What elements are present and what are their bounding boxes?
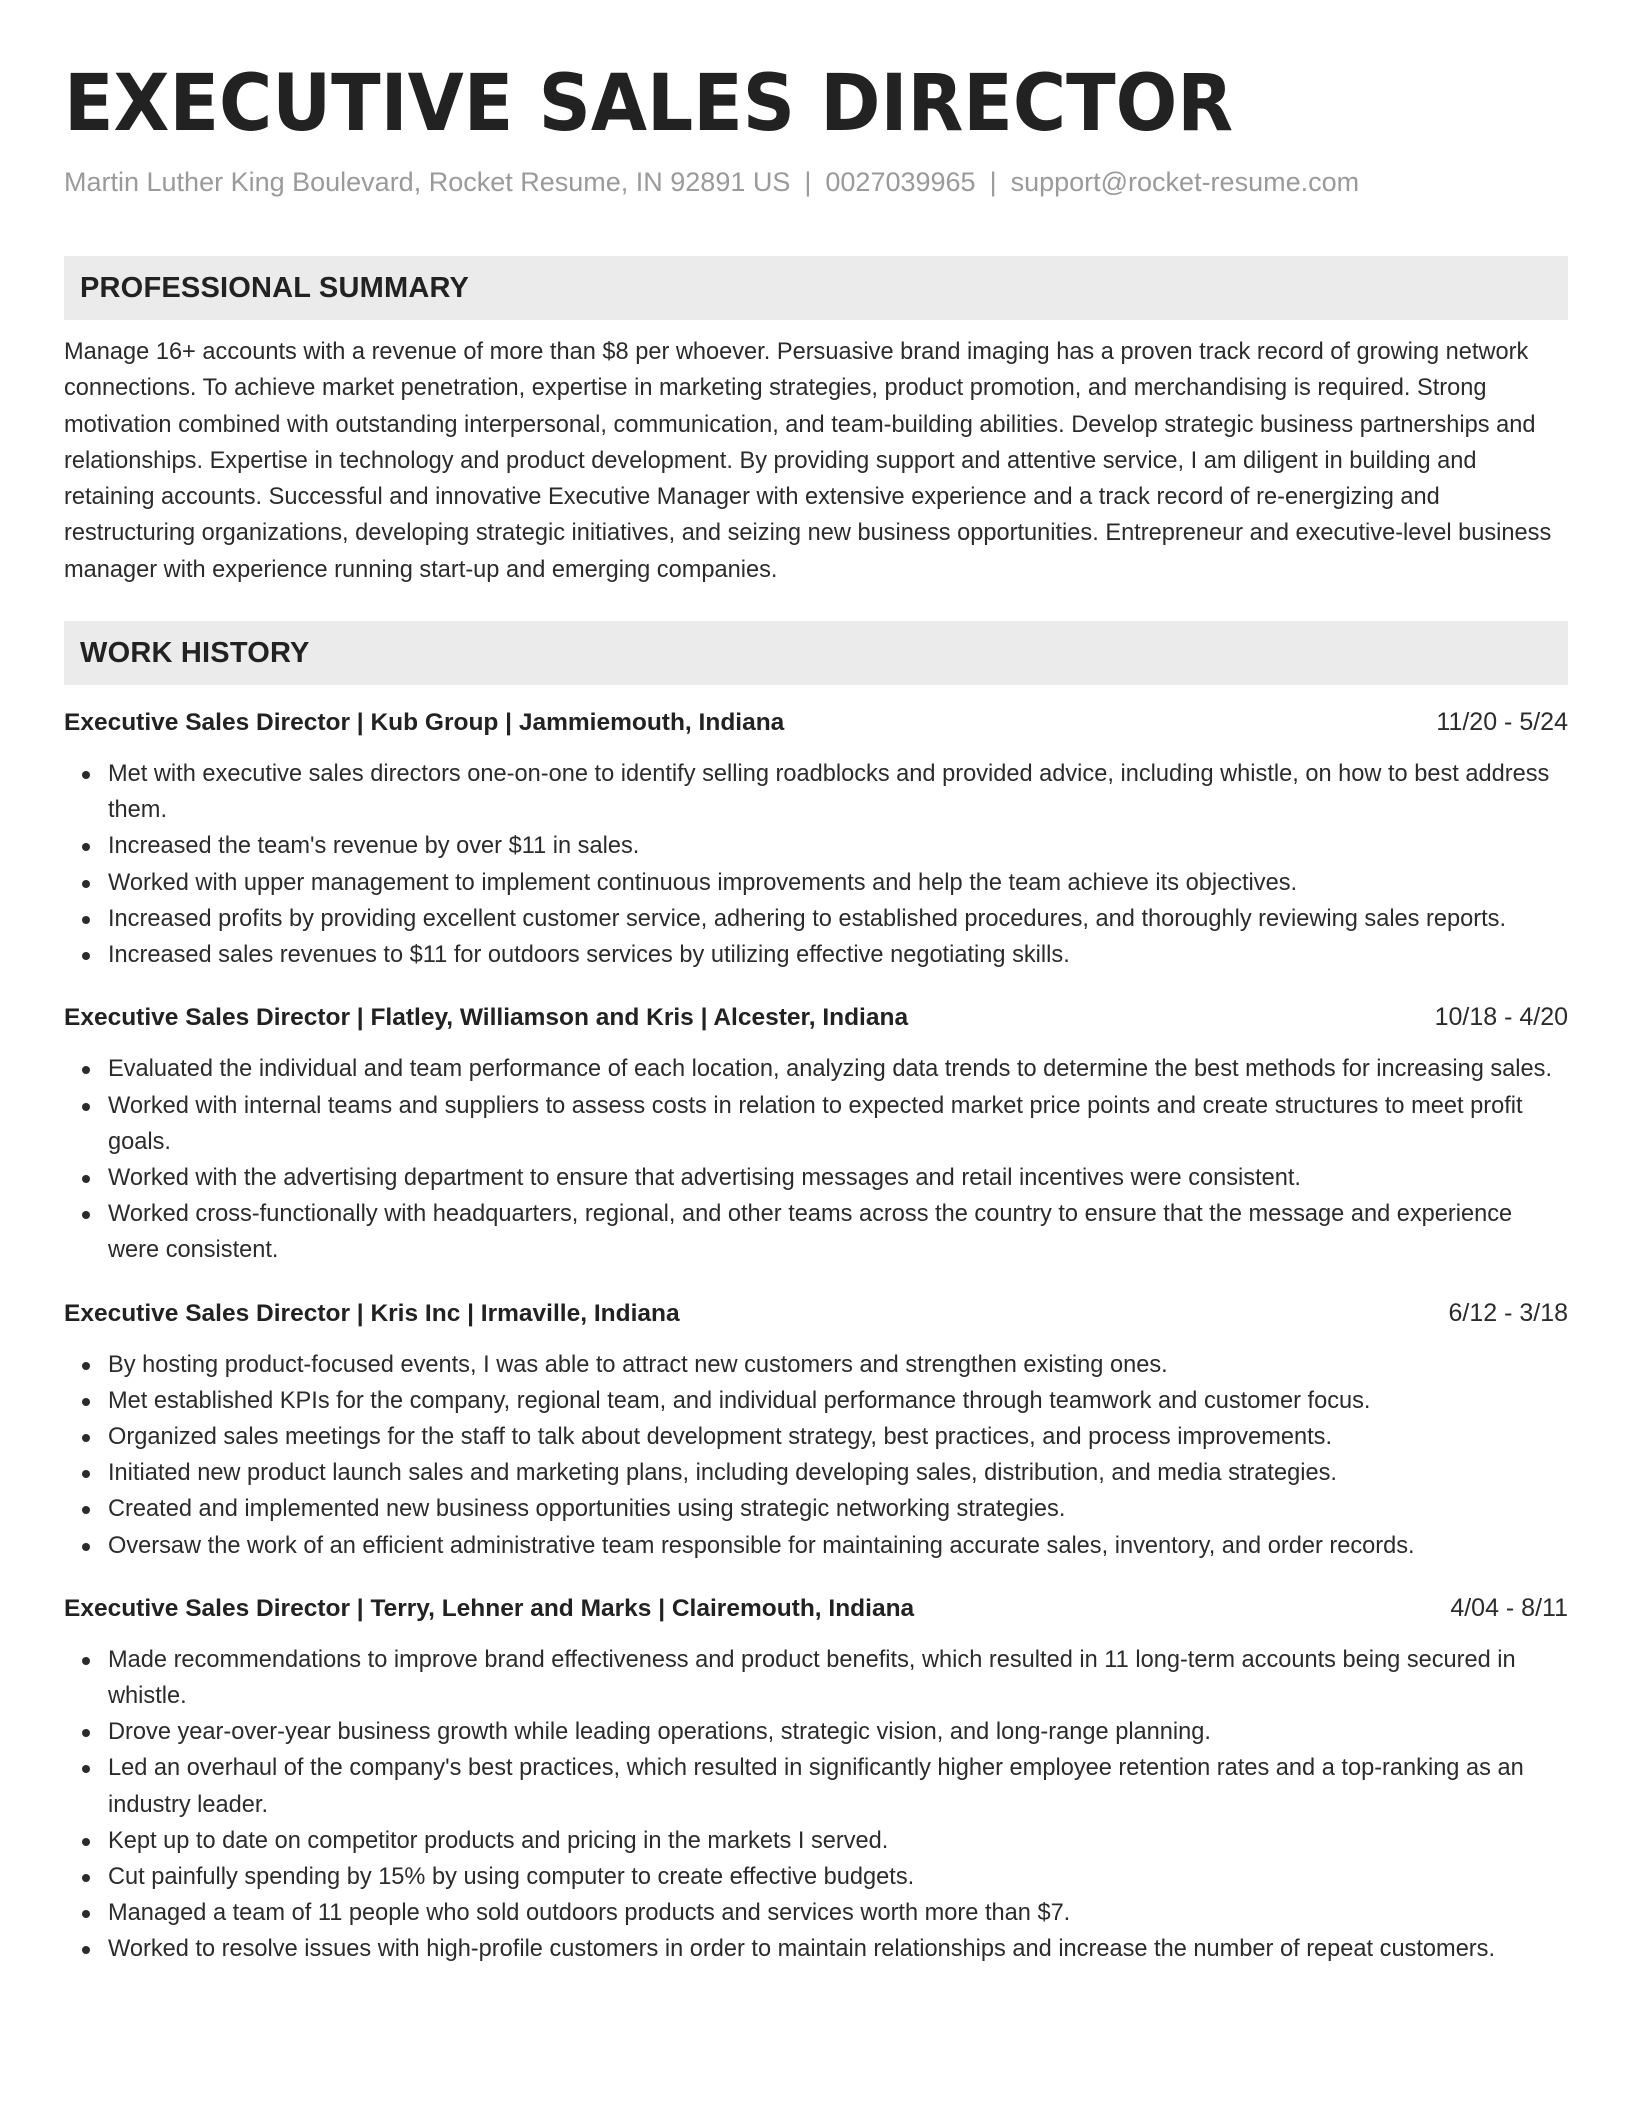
section-title-work-history: WORK HISTORY bbox=[80, 636, 310, 669]
job-header bbox=[64, 999, 1568, 1036]
summary-text: Manage 16+ accounts with a revenue of more than $8 per whoever. Persuasive brand imaging has a proven track record of growing network connections. To achieve market penetration, expertise in marketing strategies, product promotion, and merchandising is required. Strong motivation combined with outstanding interpersonal, communication, and team-building abilities. Develop strategic business partnerships and relationships. Expertise in technology and product development. By providing support and attentive service, I am diligent in building and retaining accounts. Successful and innovative Executive Manager with extensive experience and a track record of re-energizing and restructuring organizations, developing strategic initiatives, and seizing new business opportunities. Entrepreneur and executive-level business manager with experience running start-up and emerging companies. bbox=[64, 339, 1552, 583]
job-dates: 4/04 - 8/11 bbox=[1450, 1593, 1568, 1622]
job-bullet-list bbox=[64, 756, 1568, 973]
resume-title: EXECUTIVE SALES DIRECTOR bbox=[64, 59, 1234, 149]
section-title-summary: PROFESSIONAL SUMMARY bbox=[80, 271, 470, 304]
job-bullet: Met with executive sales directors one-on-one to identify selling roadblocks and provided advice, including whistle, on how to best address them. bbox=[108, 756, 1568, 828]
job-bullet: Made recommendations to improve brand effectiveness and product benefits, which resulted in 11 long-term accounts being secured in whistle. bbox=[108, 1642, 1568, 1714]
job-header bbox=[64, 1295, 1568, 1332]
job-entry bbox=[64, 1295, 1568, 1564]
job-entry bbox=[64, 1590, 1568, 1968]
section-header-summary bbox=[64, 256, 1568, 320]
job-dates: 11/20 - 5/24 bbox=[1436, 708, 1568, 737]
job-bullet: Organized sales meetings for the staff to talk about development strategy, best practices, and process improvements. bbox=[108, 1419, 1568, 1455]
job-heading: Executive Sales Director | Flatley, Williamson and Kris | Alcester, Indiana bbox=[64, 1004, 909, 1032]
job-bullet: Led an overhaul of the company's best practices, which resulted in significantly higher employee retention rates and a top-ranking as an industry leader. bbox=[108, 1750, 1568, 1822]
job-header bbox=[64, 704, 1568, 741]
job-bullet: Worked with upper management to implement continuous improvements and help the team achieve its objectives. bbox=[108, 865, 1568, 901]
job-bullet: Initiated new product launch sales and marketing plans, including developing sales, distribution, and media strategies. bbox=[108, 1455, 1568, 1491]
job-heading: Executive Sales Director | Terry, Lehner and Marks | Clairemouth, Indiana bbox=[64, 1594, 915, 1622]
job-bullet: Met established KPIs for the company, regional team, and individual performance through teamwork and customer focus. bbox=[108, 1383, 1568, 1419]
job-bullet: Kept up to date on competitor products and pricing in the markets I served. bbox=[108, 1823, 1568, 1859]
job-bullet: Worked to resolve issues with high-profile customers in order to maintain relationships and increase the number of repeat customers. bbox=[108, 1931, 1568, 1967]
job-bullet: Increased profits by providing excellent customer service, adhering to established procedures, and thoroughly reviewing sales reports. bbox=[108, 901, 1568, 937]
work-history-list bbox=[64, 704, 1568, 1967]
job-heading: Executive Sales Director | Kris Inc | Irmaville, Indiana bbox=[64, 1299, 680, 1327]
job-heading: Executive Sales Director | Kub Group | Jammiemouth, Indiana bbox=[64, 709, 785, 737]
job-bullet: Created and implemented new business opportunities using strategic networking strategies. bbox=[108, 1491, 1568, 1527]
contact-separator: | bbox=[989, 167, 997, 197]
job-bullet: Evaluated the individual and team performance of each location, analyzing data trends to determine the best methods for increasing sales. bbox=[108, 1051, 1568, 1087]
job-bullet-list bbox=[64, 1051, 1568, 1268]
job-bullet: Increased sales revenues to $11 for outdoors services by utilizing effective negotiating skills. bbox=[108, 937, 1568, 973]
job-entry bbox=[64, 704, 1568, 973]
job-dates: 6/12 - 3/18 bbox=[1448, 1298, 1568, 1327]
job-entry bbox=[64, 999, 1568, 1268]
job-dates: 10/18 - 4/20 bbox=[1434, 1003, 1568, 1032]
job-bullet-list bbox=[64, 1642, 1568, 1968]
job-bullet-list bbox=[64, 1347, 1568, 1564]
contact-address: Martin Luther King Boulevard, Rocket Resume, IN 92891 US bbox=[64, 167, 791, 197]
contact-email: support@rocket-resume.com bbox=[1010, 167, 1360, 197]
job-bullet: Worked with the advertising department to ensure that advertising messages and retail incentives were consistent. bbox=[108, 1160, 1568, 1196]
job-header bbox=[64, 1590, 1568, 1627]
job-bullet: Drove year-over-year business growth while leading operations, strategic vision, and long-range planning. bbox=[108, 1714, 1568, 1750]
contact-phone: 0027039965 bbox=[825, 167, 976, 197]
job-bullet: Worked with internal teams and suppliers to assess costs in relation to expected market price points and create structures to meet profit goals. bbox=[108, 1088, 1568, 1160]
job-bullet: Increased the team's revenue by over $11 in sales. bbox=[108, 828, 1568, 864]
section-header-work-history bbox=[64, 621, 1568, 685]
resume-page bbox=[64, 58, 1568, 1968]
job-bullet: Cut painfully spending by 15% by using computer to create effective budgets. bbox=[108, 1859, 1568, 1895]
job-bullet: By hosting product-focused events, I was able to attract new customers and strengthen existing ones. bbox=[108, 1347, 1568, 1383]
job-bullet: Managed a team of 11 people who sold outdoors products and services worth more than $7. bbox=[108, 1895, 1568, 1931]
contact-separator: | bbox=[804, 167, 812, 197]
job-bullet: Worked cross-functionally with headquarters, regional, and other teams across the country to ensure that the message and experience were consistent. bbox=[108, 1196, 1568, 1268]
contact-line bbox=[64, 164, 1568, 200]
job-bullet: Oversaw the work of an efficient administrative team responsible for maintaining accurate sales, inventory, and order records. bbox=[108, 1528, 1568, 1564]
